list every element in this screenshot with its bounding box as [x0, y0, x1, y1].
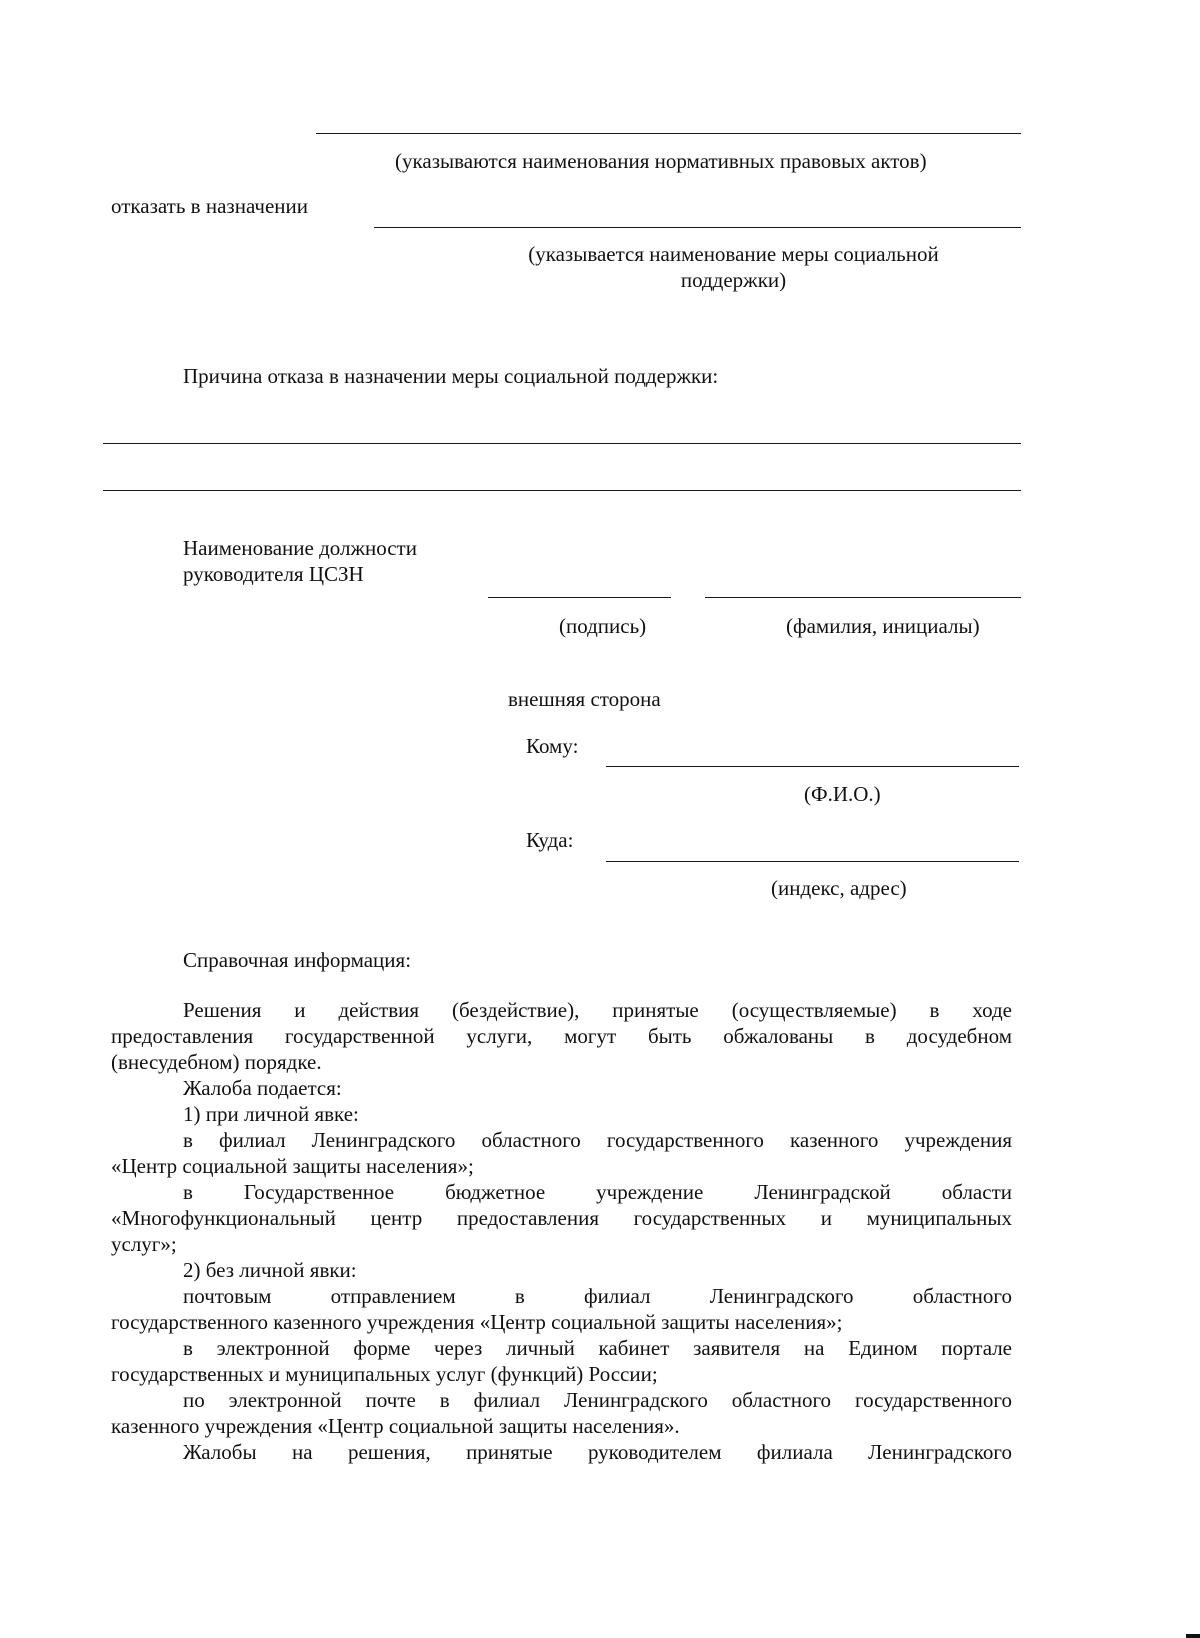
p10-line1: Жалобы на решения, принятые руководителем филиала Ленинградского: [183, 1440, 1012, 1464]
p8-line2: государственных и муниципальных услуг (функций) России;: [111, 1362, 658, 1386]
where-blank-line[interactable]: [606, 861, 1019, 862]
outer-side-label: внешняя сторона: [508, 687, 661, 711]
acts-hint: (указываются наименования нормативных правовых актов): [395, 149, 927, 173]
p3: 1) при личной явке:: [183, 1102, 359, 1126]
position-title-line2: руководителя ЦСЗН: [183, 562, 364, 586]
reference-heading: Справочная информация:: [183, 948, 412, 972]
where-hint: (индекс, адрес): [771, 876, 907, 900]
name-hint: (фамилия, инициалы): [786, 614, 980, 638]
p4-line2: «Центр социальной защиты населения»;: [111, 1154, 474, 1178]
p4-line1: в филиал Ленинградского областного государственного казенного учреждения: [183, 1128, 1012, 1152]
position-title: [183, 535, 417, 587]
to-label: Кому:: [526, 734, 579, 758]
to-blank-line[interactable]: [606, 766, 1019, 767]
p1-line1: Решения и действия (бездействие), принятые (осуществляемые) в ходе: [183, 998, 1012, 1022]
reason-blank-line-1[interactable]: [103, 443, 1021, 444]
p7-line2: государственного казенного учреждения «Центр социальной защиты населения»;: [111, 1310, 843, 1334]
where-label: Куда:: [526, 828, 574, 852]
scan-edge-mark: [1186, 1634, 1200, 1638]
p1-line2: предоставления государственной услуги, могут быть обжалованы в досудебном: [111, 1024, 1012, 1048]
measure-blank-line[interactable]: [374, 227, 1021, 228]
signature-blank-line[interactable]: [488, 597, 671, 598]
measure-hint-line1: (указывается наименование меры социальной: [528, 242, 939, 266]
to-hint: (Ф.И.О.): [804, 782, 881, 806]
p2: Жалоба подается:: [183, 1076, 342, 1100]
p5-line3: услуг»;: [111, 1232, 177, 1256]
reference-text: [111, 997, 1012, 1465]
refuse-label: отказать в назначении: [111, 194, 309, 218]
name-blank-line[interactable]: [705, 597, 1021, 598]
reason-label: Причина отказа в назначении меры социальной поддержки:: [183, 364, 719, 388]
p6: 2) без личной явки:: [183, 1258, 357, 1282]
signature-hint: (подпись): [559, 614, 647, 638]
reason-blank-line-2[interactable]: [103, 490, 1021, 491]
acts-blank-line[interactable]: [316, 133, 1021, 134]
measure-hint: [466, 241, 1001, 293]
position-title-line1: Наименование должности: [183, 536, 417, 560]
p9-line1: по электронной почте в филиал Ленинградского областного государственного: [183, 1388, 1012, 1412]
p5-line2: «Многофункциональный центр предоставления государственных и муниципальных: [111, 1206, 1012, 1230]
p5-line1: в Государственное бюджетное учреждение Ленинградской области: [183, 1180, 1012, 1204]
measure-hint-line2: поддержки): [680, 268, 787, 292]
p7-line1: почтовым отправлением в филиал Ленинградского областного: [183, 1284, 1012, 1308]
p1-line3: (внесудебном) порядке.: [111, 1050, 322, 1074]
p9-line2: казенного учреждения «Центр социальной защиты населения».: [111, 1414, 680, 1438]
p8-line1: в электронной форме через личный кабинет заявителя на Едином портале: [183, 1336, 1012, 1360]
